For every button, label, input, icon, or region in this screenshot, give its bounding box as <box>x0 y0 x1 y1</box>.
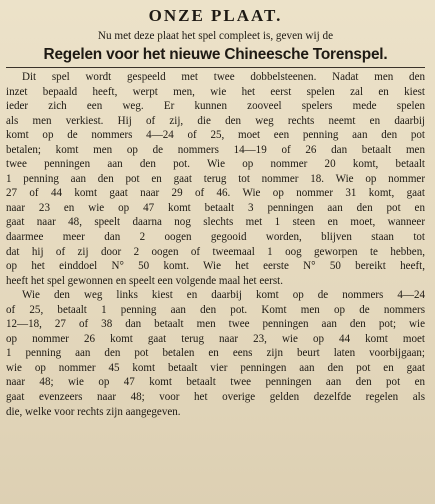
text-line: naar 48; wie op 47 komt betaalt twee penningen aan den pot en <box>6 376 425 389</box>
text-line: betalen; komt men op de nommers 14—19 of 26 dan betaalt men <box>6 143 425 156</box>
paragraph-right-path <box>6 70 425 288</box>
text-line: gaat naar 48, speelt daarna nog slechts met 1 steen en moet, wanneer <box>6 216 425 229</box>
text-line: 12—18, 27 of 38 dan betaalt men twee penningen aan den pot; wie <box>6 318 425 331</box>
text-line: komt op de nommers 4—24 of 25, moet een penning aan den pot <box>6 129 425 142</box>
text-line: naar 23 en wie op 47 komt betaalt 3 penningen aan den pot en <box>6 201 425 214</box>
text-line: Dit spel wordt gespeeld met twee dobbelsteenen. Nadat men den <box>22 71 425 83</box>
text-line: heeft het spel gewonnen en speelt een volgende maal het eerst. <box>6 274 283 287</box>
text-line: twee penningen aan den pot. Wie op nommer 20 komt, betaalt <box>6 158 425 171</box>
divider <box>6 67 425 68</box>
intro-line: Nu met deze plaat het spel compleet is, geven wij de <box>97 30 334 42</box>
text-line: 1 penning aan den pot en gaat terug tot nommer 18. Wie op nommer <box>6 172 425 185</box>
text-line: op het einddoel N° 50 komt. Wie het eerste N° 50 bereikt heeft, <box>6 260 425 273</box>
text-line: Wie den weg links kiest en daarbij komt op de nommers 4—24 <box>22 289 425 302</box>
text-line: als men verkiest. Hij of zij, die den weg rechts neemt en daarbij <box>6 114 425 127</box>
text-line: die, welke voor rechts zijn aangegeven. <box>6 405 181 418</box>
paragraph-left-path <box>6 288 425 419</box>
text-line: dat hij of zij door 2 oogen of tweemaal 1 oog geworpen te hebben, <box>6 245 425 258</box>
text-line: gaat evenzeers naar 48; voor het overige gelden dezelfde regelen als <box>6 391 425 404</box>
text-line: 27 of 44 komt gaat naar 29 of 46. Wie op nommer 31 komt, gaat <box>6 187 425 200</box>
text-line: of 25, betaalt 1 penning aan den pot. Komt men op de nommers <box>6 303 425 316</box>
text-line: 1 penning aan den pot betalen en eens zijn beurt laten voorbijgaan; <box>6 347 425 360</box>
text-line: ieder zich een weg. Er kunnen zooveel spelers mede spelen <box>6 100 425 113</box>
text-line: inzet bepaald heeft, werpt men, wie het eerst spelen zal en kiest <box>6 85 425 98</box>
text-line: wie op nommer 45 komt betaalt vier penningen aan den pot en gaat <box>6 361 425 374</box>
text-line: daarmee meer dan 2 oogen gegooid worden, blijven staan tot <box>6 231 425 244</box>
text-line: op nommer 26 komt gaat terug naar 23, wie op 44 komt moet <box>6 332 425 345</box>
article-heading: ONZE PLAAT. <box>148 6 283 25</box>
article-subheading: Regelen voor het nieuwe Chineesche Torenspel. <box>43 46 388 63</box>
